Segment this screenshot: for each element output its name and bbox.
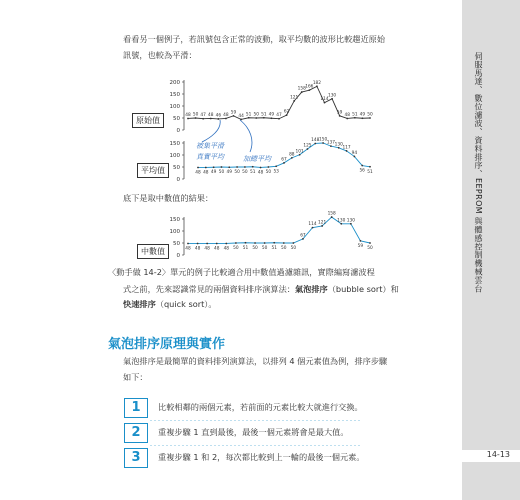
data-point bbox=[360, 240, 362, 242]
data-label: 59 bbox=[357, 243, 364, 249]
y-tick-label: 0 bbox=[176, 128, 180, 134]
median-result-text: 底下是取中數值的結果： bbox=[123, 193, 214, 203]
data-label: 94 bbox=[351, 150, 358, 156]
data-label: 158 bbox=[327, 211, 336, 217]
y-tick-label: 150 bbox=[169, 217, 180, 223]
page-number: 14-13 bbox=[486, 450, 510, 459]
intro-line-2: 訊號，也較為平滑： bbox=[123, 50, 197, 60]
data-label: 53 bbox=[273, 169, 279, 175]
bubble-intro-line-2: 如下： bbox=[123, 372, 148, 382]
data-label: 114 bbox=[308, 222, 317, 228]
para2-line-1: 〈動手做 14-2〉單元的例子比較適合用中數值過濾雜訊，實際編寫濾波程 bbox=[108, 267, 375, 277]
y-tick-label: 150 bbox=[169, 141, 180, 147]
data-point bbox=[216, 243, 218, 245]
data-label: 48 bbox=[208, 112, 214, 118]
data-point bbox=[187, 243, 189, 245]
median-value-chart bbox=[160, 211, 385, 261]
note-smooth: 被集平滑 bbox=[196, 142, 224, 150]
data-label: 51 bbox=[352, 112, 358, 118]
data-label: 51 bbox=[261, 112, 267, 118]
data-point bbox=[213, 166, 215, 168]
data-label: 50 bbox=[265, 170, 272, 175]
data-point bbox=[221, 166, 223, 168]
data-label: 48 bbox=[344, 112, 350, 118]
data-point bbox=[273, 242, 275, 244]
data-label: 59 bbox=[230, 110, 237, 116]
step-dividers bbox=[130, 420, 360, 470]
data-label: 51 bbox=[245, 112, 252, 118]
page-number-box bbox=[462, 450, 520, 462]
data-point bbox=[267, 166, 269, 168]
y-tick-label: 50 bbox=[173, 165, 180, 171]
data-point bbox=[225, 243, 227, 245]
data-point bbox=[292, 242, 294, 244]
data-point bbox=[252, 166, 254, 168]
quick-sort-term: 快速排序 bbox=[123, 299, 156, 309]
chapter-title: 伺服馬達、數位濾波、資料排序、EEPROM 與體感控制機械雲台 bbox=[474, 52, 483, 293]
para2-line-2 bbox=[123, 283, 399, 296]
data-label: 67 bbox=[281, 157, 287, 163]
step-2-number: 2 bbox=[124, 423, 148, 443]
data-label: 48 bbox=[203, 170, 209, 176]
y-tick-label: 50 bbox=[173, 241, 180, 247]
data-point bbox=[236, 166, 238, 168]
data-label: 50 bbox=[290, 246, 297, 251]
raw-value-label: 原始值 bbox=[132, 113, 164, 128]
data-label: 121 bbox=[318, 220, 327, 226]
average-value-label: 平均值 bbox=[137, 163, 169, 178]
data-label: 49 bbox=[226, 170, 233, 176]
section-title: 氣泡排序原理與實作 bbox=[108, 337, 226, 352]
data-label: 48 bbox=[185, 246, 191, 252]
data-label: 51 bbox=[367, 169, 373, 175]
step-1-number: 1 bbox=[124, 398, 148, 418]
note-true-average: 真實平均 bbox=[196, 153, 224, 161]
data-label: 130 bbox=[346, 218, 355, 224]
y-tick-label: 200 bbox=[169, 80, 180, 86]
data-point bbox=[206, 243, 208, 245]
data-label: 130 bbox=[327, 93, 337, 99]
data-label: 48 bbox=[204, 246, 210, 252]
data-label: 51 bbox=[242, 245, 249, 251]
data-label: 46 bbox=[215, 113, 222, 119]
intro-line-1: 看看另一個例子，若訊號包含正常的波動，取平均數的波形比較趨近原始 bbox=[123, 34, 386, 44]
data-label: 50 bbox=[253, 112, 259, 118]
median-value-label: 中數值 bbox=[137, 244, 169, 259]
data-point bbox=[244, 166, 246, 168]
data-point bbox=[197, 243, 199, 245]
step-3-number: 3 bbox=[124, 448, 148, 468]
data-label: 49 bbox=[210, 170, 217, 176]
data-label: 130 bbox=[337, 218, 346, 224]
data-label: 50 bbox=[281, 246, 287, 251]
data-label: 44 bbox=[238, 113, 244, 119]
data-label: 121 bbox=[290, 95, 299, 101]
data-point bbox=[245, 242, 247, 244]
step-3-text: 重複步驟 1 和 2，每次都比較到上一輪的最後一個元素。 bbox=[158, 452, 365, 462]
data-label: 125 bbox=[303, 143, 312, 149]
data-point bbox=[361, 165, 363, 167]
y-tick-label: 50 bbox=[173, 116, 180, 122]
y-tick-label: 100 bbox=[169, 104, 180, 110]
y-tick-label: 100 bbox=[169, 229, 180, 235]
data-label: 50 bbox=[234, 170, 240, 175]
data-label: 56 bbox=[359, 168, 365, 174]
data-label: 117 bbox=[342, 145, 351, 151]
data-point bbox=[197, 167, 199, 169]
bubble-sort-en: （bubble sort）和 bbox=[327, 284, 399, 294]
data-label: 49 bbox=[268, 112, 275, 118]
data-label: 50 bbox=[192, 112, 199, 118]
data-point bbox=[260, 167, 262, 169]
data-label: 48 bbox=[194, 246, 201, 252]
data-label: 48 bbox=[214, 246, 220, 252]
data-point bbox=[369, 166, 371, 168]
y-tick-label: 0 bbox=[176, 177, 180, 183]
quick-sort-en: （quick sort）。 bbox=[155, 299, 217, 309]
para2-line-3 bbox=[123, 298, 217, 311]
data-label: 50 bbox=[261, 246, 268, 251]
data-label: 49 bbox=[359, 112, 366, 118]
data-label: 148 bbox=[311, 137, 320, 143]
data-point bbox=[369, 242, 371, 244]
data-label: 62 bbox=[283, 109, 290, 115]
data-label: 51 bbox=[249, 169, 256, 175]
data-label: 48 bbox=[195, 170, 201, 176]
data-label: 48 bbox=[223, 246, 230, 252]
y-tick-label: 100 bbox=[169, 153, 180, 159]
data-point bbox=[264, 242, 266, 244]
y-tick-label: 0 bbox=[176, 253, 180, 259]
average-value-chart bbox=[160, 135, 385, 185]
data-label: 166 bbox=[305, 84, 314, 90]
data-label: 51 bbox=[271, 245, 277, 251]
data-label: 158 bbox=[297, 86, 306, 92]
data-label: 88 bbox=[289, 152, 295, 158]
data-label: 50 bbox=[233, 246, 239, 251]
data-point bbox=[235, 242, 237, 244]
data-label: 137 bbox=[326, 140, 336, 146]
step-1-text: 比較相鄰的兩個元素，若前面的元素比較大就進行交換。 bbox=[158, 402, 363, 412]
data-label: 150 bbox=[318, 137, 328, 143]
data-point bbox=[228, 166, 230, 168]
bubble-sort-term: 氣泡排序 bbox=[294, 284, 328, 294]
data-label: 101 bbox=[295, 149, 304, 155]
data-point bbox=[283, 242, 285, 244]
y-tick-label: 150 bbox=[169, 92, 180, 98]
data-label: 48 bbox=[185, 112, 191, 118]
data-label: 50 bbox=[367, 112, 373, 118]
data-label: 67 bbox=[300, 233, 306, 239]
data-point bbox=[205, 167, 207, 169]
para2-line-2-prefix: 式之前，先來認識常見的兩個資料排序演算法： bbox=[123, 284, 295, 294]
data-label: 48 bbox=[223, 112, 229, 118]
data-label: 114 bbox=[320, 97, 329, 103]
data-label: 50 bbox=[242, 170, 248, 175]
data-point bbox=[275, 165, 277, 167]
data-label: 50 bbox=[367, 246, 373, 251]
data-label: 130 bbox=[334, 142, 343, 148]
data-label: 48 bbox=[257, 170, 264, 176]
data-label: 59 bbox=[336, 110, 343, 116]
data-label: 47 bbox=[276, 113, 282, 119]
step-2-text: 重複步驟 1 直到最後，最後一個元素將會是最大值。 bbox=[158, 427, 349, 437]
data-point bbox=[254, 242, 256, 244]
data-label: 47 bbox=[200, 113, 206, 119]
data-label: 182 bbox=[312, 80, 322, 86]
bubble-intro-line-1: 氣泡排序是最簡單的資料排列演算法，以排列 4 個元素值為例，排序步驟 bbox=[123, 356, 388, 366]
note-sum-average: 加總平均 bbox=[243, 155, 271, 163]
data-label: 50 bbox=[252, 246, 258, 251]
data-label: 50 bbox=[218, 170, 225, 175]
